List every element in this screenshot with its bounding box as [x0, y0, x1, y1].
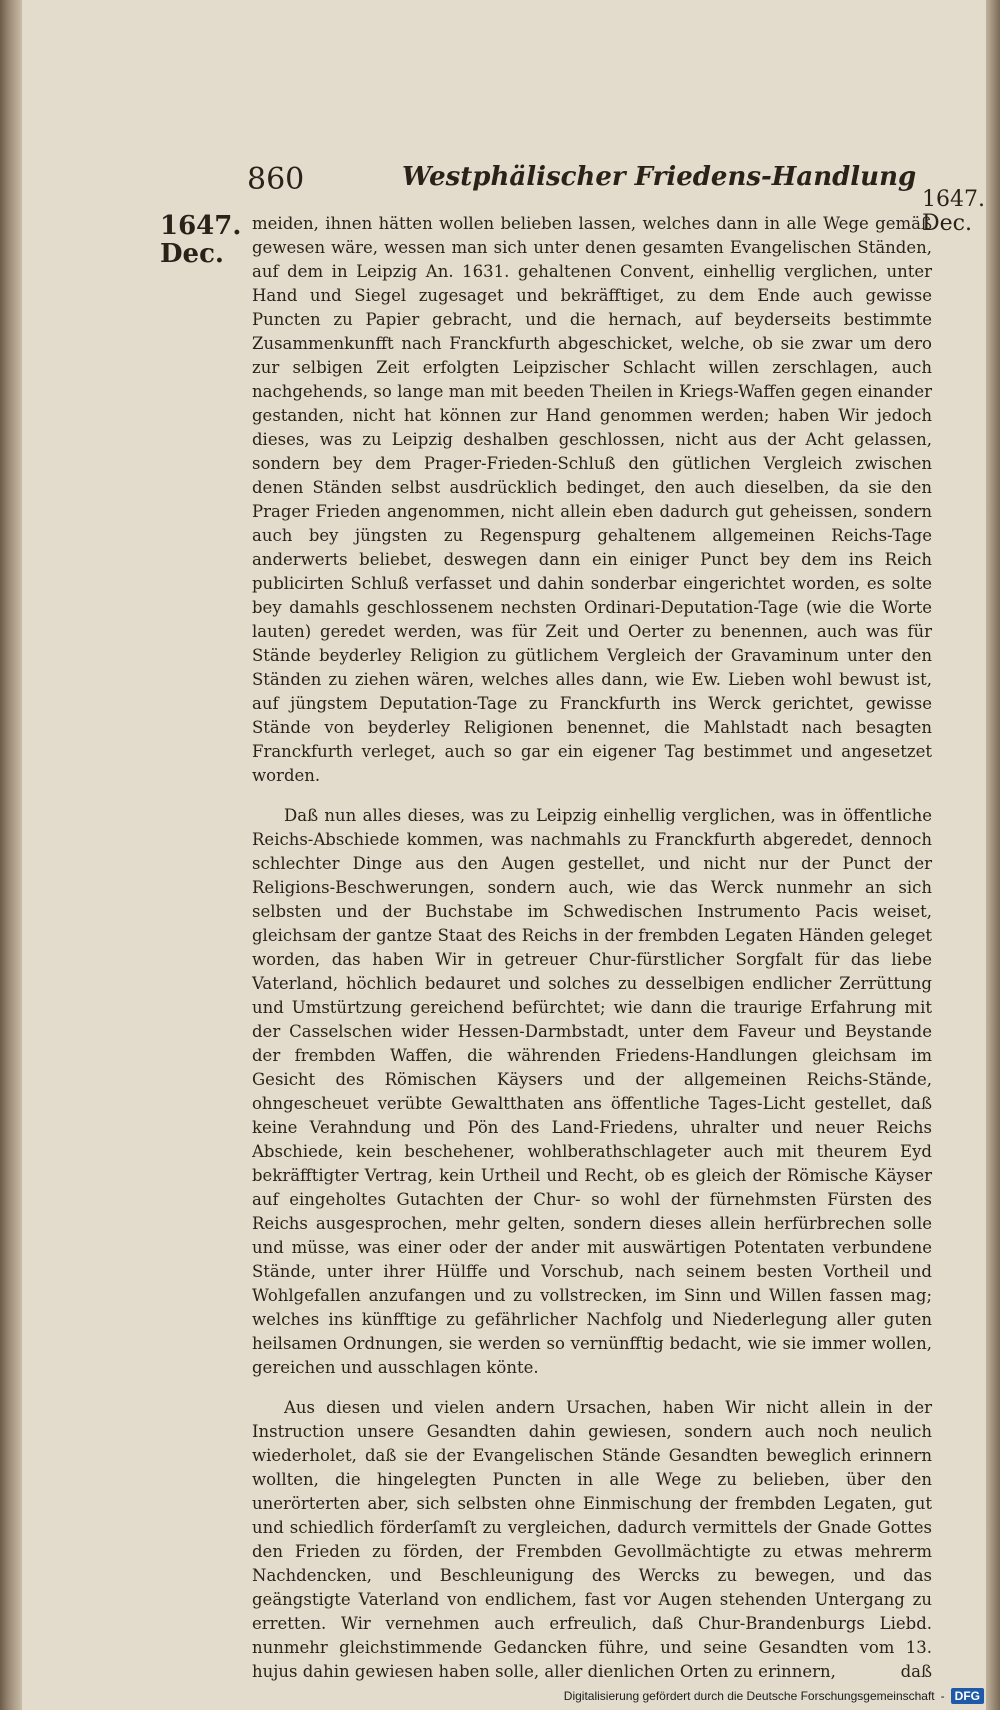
- paragraph-1: meiden, ihnen hätten wollen belieben lassen, welches dann in alle Wege gemäß gewesen wäre, wessen man sich unter denen gesamten Evangelischen Ständen, auf dem in Leipzig An. 1631. gehaltenen Convent, einhellig verglichen, unter Hand und Siegel zugesaget und bekräfftiget, zu dem Ende auch gewisse Puncten zu Papier gebracht, und die hernach, auf beyderseits bestimmte Zusammenkunfft nach Franckfurth abgeschicket, welche, ob sie zwar um dero zur selbigen Zeit erfolgten Leipzischer Schlacht willen zerschlagen, auch nachgehends, so lange man mit beeden Theilen in Kriegs-Waffen gegen einander gestanden, nicht hat können zur Hand genommen werden; haben Wir jedoch dieses, was zu Leipzig deshalben geschlossen, nicht aus der Acht gelassen, sondern bey dem Prager-Frieden-Schluß den gütlichen Vergleich zwischen denen Ständen selbst ausdrücklich bedinget, den auch dieselben, da sie den Prager Frieden angenommen, nicht allein eben dadurch gut geheissen, sondern auch bey jüngsten zu Regenspurg gehaltenem allgemeinen Reichs-Tage anderwerts beliebet, deswegen dann ein einiger Punct bey dem ins Reich publicirten Schluß verfasset und dahin sonderbar eingerichtet worden, es solte bey damahls geschlossenem nechsten Ordinari-Deputation-Tage (wie die Worte lauten) geredet werden, was für Zeit und Oerter zu benennen, auch was für Stände beyderley Religion zu gütlichem Vergleich der Gravaminum unter den Ständen zu ziehen wären, welches alles dann, wie Ew. Lieben wohl bewust ist, auf jüngstem Deputation-Tage zu Franckfurth ins Werck gerichtet, gewisse Stände von beyderley Religionen benennet, die Mahlstadt nach besagten Franckfurth verleget, auch so gar ein eigener Tag bestimmet und angesetzet worden.: [252, 214, 932, 785]
- digitization-footer: Digitalisierung gefördert durch die Deutsche Forschungsgemeinschaft - DFG: [564, 1688, 984, 1704]
- margin-date-left: [160, 212, 241, 268]
- page-right-edge: [986, 0, 1000, 1710]
- catchword: daß: [900, 1662, 932, 1681]
- margin-year-left: 1647.: [160, 211, 242, 241]
- page-number: 860: [247, 162, 305, 197]
- dfg-logo-icon[interactable]: DFG: [951, 1688, 984, 1704]
- book-spine-edge: [0, 0, 22, 1710]
- digitization-note: Digitalisierung gefördert durch die Deutsche Forschungsgemeinschaft: [563, 1689, 935, 1703]
- paragraph-3: [252, 1396, 932, 1684]
- paragraph-2: Daß nun alles dieses, was zu Leipzig einhellig verglichen, was in öffentliche Reichs-Abschiede kommen, was nachmahls zu Franckfurth abgeredet, dennoch schlechter Dinge aus den Augen gestellet, und nicht nur der Punct der Religions-Beschwerungen, sondern auch, wie das Werck nunmehr an sich selbsten und der Buchstabe im Schwedischen Instrumento Pacis weiset, gleichsam der gantze Staat des Reichs in der frembden Legaten Händen geleget worden, das haben Wir in getreuer Chur-fürstlicher Sorgfalt für das liebe Vaterland, höchlich bedauret und solches zu desselbigen endlicher Zerrüttung und Umstürtzung gereichend befürchtet; wie dann die traurige Erfahrung mit der Casselschen wider Hessen-Darmbstadt, unter dem Faveur und Beystande der frembden Waffen, die währenden Friedens-Handlungen gleichsam im Gesicht des Römischen Käysers und der allgemeinen Reichs-Stände, ohngescheuet verübte Gewaltthaten ans öffentliche Tages-Licht gestellet, daß keine Verahndung und Pön des Land-Friedens, uhralter und neuer Reichs Abschiede, kein beschehener, wohlberathschlageter auch mit theurem Eyd bekräfftigter Vertrag, kein Urtheil und Recht, ob es gleich der Römische Käyser auf eingeholtes Gutachten der Chur- so wohl der fürnehmsten Fürsten des Reichs ausgesprochen, mehr gelten, sondern dieses allein herfürbrechen solle und müsse, was einer oder der ander mit auswärtigen Potentaten verbundene Stände, unter ihrer Hülffe und Vorschub, nach seinem besten Vortheil und Wohlgefallen anzufangen und zu vollstrecken, im Sinn und Willen fassen mag; welches ins künfftige zu gefährlicher Nachfolg und Niederlegung aller guten heilsamen Ordnungen, sie werden so vernünfftig bedacht, wie sie immer wollen, gereichen und ausschlagen könte.: [252, 806, 932, 1377]
- body-text: [252, 212, 932, 1684]
- margin-month-right: Dec.: [922, 211, 972, 236]
- margin-month-left: Dec.: [160, 239, 224, 269]
- running-title: Westphälischer Friedens-Handlung: [402, 162, 917, 192]
- running-head: [22, 160, 986, 210]
- book-page: [22, 0, 986, 1710]
- paragraph-3-text: Aus diesen und vielen andern Ursachen, haben Wir nicht allein in der Instruction unsere Gesandten dahin gewiesen, sondern auch noch neulich wiederholet, daß sie der Evangelischen Stände Gesandten beweglich erinnern wollten, die hingelegten Puncten in alle Wege zu belieben, über den unerörterten aber, sich selbsten ohne Einmischung der frembden Legaten, gut und schiedlich förderſamſt zu vergleichen, dadurch vermittels der Gnade Gottes den Frieden zu förden, der Frembden Gevollmächtigte zu etwas mehrerm Nachdencken, und Beschleunigung des Wercks zu bewegen, und das geängstigte Vaterland von endlichem, fast vor Augen stehenden Untergang zu erretten. Wir vernehmen auch erfreulich, daß Chur-Brandenburgs Liebd. nunmehr gleichstimmende Gedancken führe, und seine Gesandten vom 13. hujus dahin gewiesen haben solle, aller dienlichen Orten zu erinnern,: [252, 1398, 932, 1681]
- margin-year-right: 1647.: [922, 187, 985, 212]
